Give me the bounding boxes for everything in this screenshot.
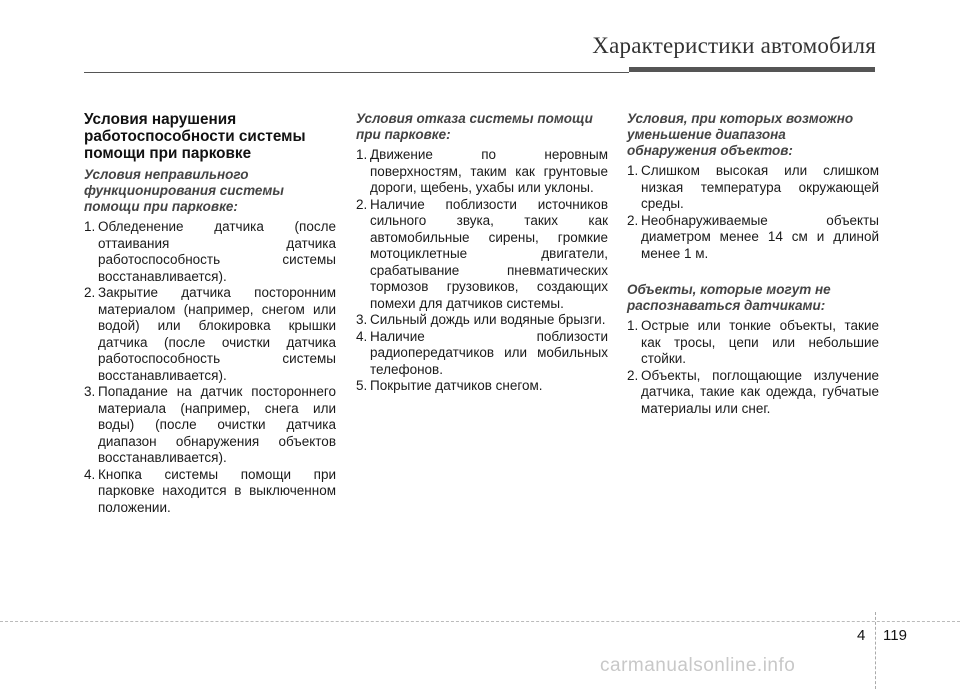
list-item: 2. Закрытие датчика посторонним материалом (например, снегом или водой) или блокировка крышки датчика (после очистки датчика работоспособность системы восстанавливается).	[84, 285, 336, 383]
list-item: 2. Объекты, поглощающие излучение датчика, такие как одежда, губчатые материалы или снег.	[627, 367, 879, 416]
list-item: 3. Сильный дождь или водяные брызги.	[356, 312, 606, 327]
section-heading: Условия нарушения работоспособности системы помощи при парковке	[84, 111, 306, 162]
list-item: 4. Наличие поблизости радиопередатчиков или мобильных телефонов.	[356, 328, 608, 377]
section-subheading: Объекты, которые могут не распознаваться датчиками:	[627, 282, 831, 313]
footer-divider	[0, 621, 960, 622]
list-item: 4. Кнопка системы помощи при парковке находится в выключенном положении.	[84, 466, 336, 515]
list-item: 3. Попадание на датчик постороннего материала (например, снега или воды) (после очистки датчика диапазон обнаружения объектов восстанавливается).	[84, 384, 336, 465]
page-number: 119	[883, 627, 907, 644]
range-reduction-list	[627, 163, 879, 262]
undetectable-objects-list	[627, 318, 879, 417]
list-item: 2. Необнаруживаемые объекты диаметром менее 14 см и длиной менее 1 м.	[627, 212, 879, 261]
column-1	[84, 111, 336, 516]
chapter-number: 4	[857, 627, 866, 644]
column-3	[627, 111, 879, 417]
list-item: 1. Острые или тонкие объекты, такие как тросы, цепи или небольшие стойки.	[627, 318, 879, 366]
list-item: 2. Наличие поблизости источников сильного звука, таких как автомобильные сирены, громкие мотоциклетные двигатели, срабатывание пневматических тормозов грузовиков, создающих помехи для датчиков системы.	[356, 196, 608, 311]
list-item: 1. Движение по неровным поверхностям, таким как грунтовые дороги, щебень, ухабы или уклоны.	[356, 147, 608, 195]
page-header-title: Характеристики автомобиля	[592, 33, 876, 58]
column-2	[356, 111, 608, 395]
watermark: carmanualsonline.info	[600, 655, 796, 676]
list-item: 5. Покрытие датчиков снегом.	[356, 378, 543, 393]
conditions-list	[84, 219, 336, 516]
section-subheading: Условия отказа системы помощи при парковке:	[356, 111, 593, 142]
header-rule-thin	[84, 72, 629, 73]
failure-conditions-list	[356, 147, 608, 395]
section-subheading: Условия, при которых возможно уменьшение диапазона обнаружения объектов:	[627, 111, 854, 158]
section-subheading: Условия неправильного функционирования системы помощи при парковке:	[84, 167, 284, 214]
footer-vertical-divider	[875, 612, 876, 689]
header-rule-thick	[629, 67, 875, 72]
list-item: 1. Обледенение датчика (после оттаивания датчика работоспособность системы восстанавливается).	[84, 219, 336, 284]
list-item: 1. Слишком высокая или слишком низкая температура окружающей среды.	[627, 163, 879, 211]
